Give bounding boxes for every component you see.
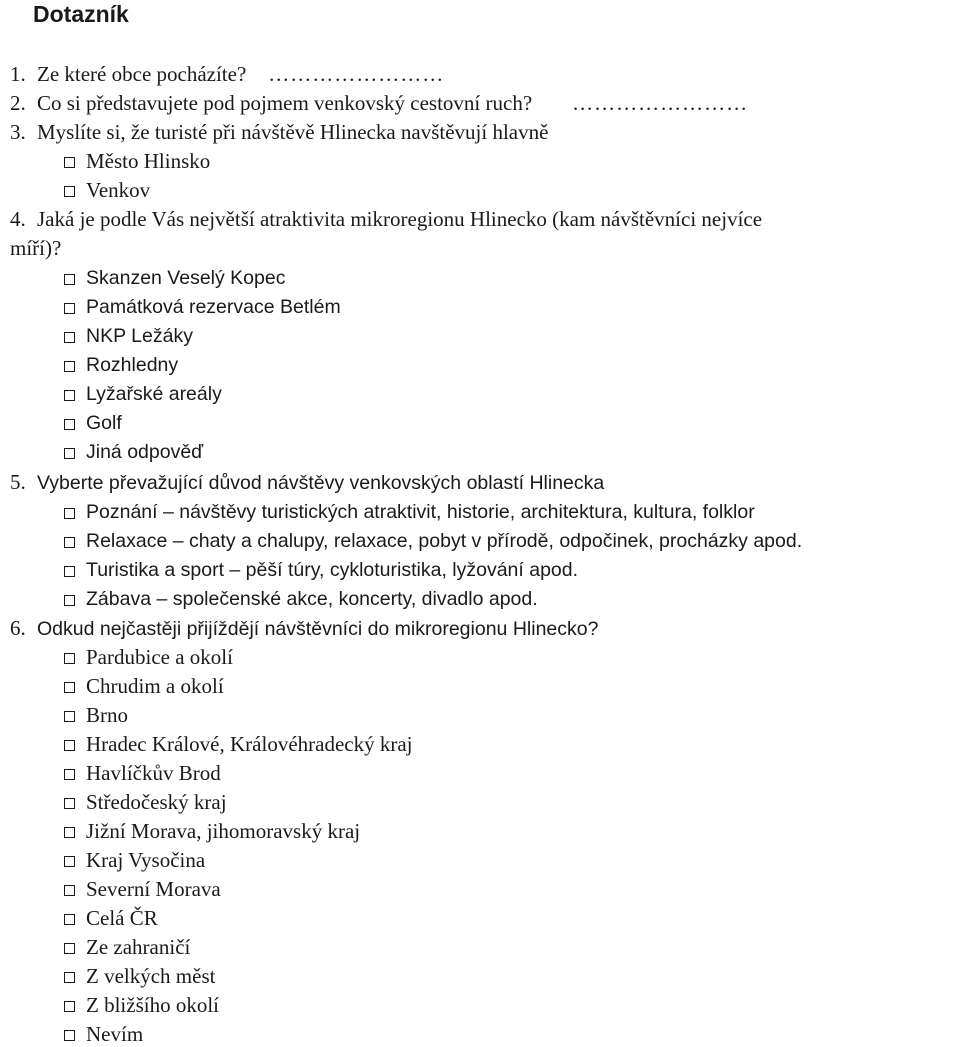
answer-blank[interactable]: …………………… bbox=[572, 91, 749, 115]
question-text: Co si představujete pod pojmem venkovský cestovní ruch? bbox=[37, 91, 533, 115]
option-label: Skanzen Veselý Kopec bbox=[86, 267, 286, 289]
option-jina-odpoved[interactable] bbox=[64, 439, 203, 465]
checkbox-icon[interactable] bbox=[64, 798, 75, 809]
option-ze-zahranici[interactable] bbox=[64, 934, 190, 960]
checkbox-icon[interactable] bbox=[64, 653, 75, 664]
question-text: Vyberte převažující důvod návštěvy venkovských oblastí Hlinecka bbox=[37, 472, 605, 494]
option-lezaky[interactable] bbox=[64, 323, 193, 349]
page-title: Dotazník bbox=[33, 1, 129, 27]
checkbox-icon[interactable] bbox=[64, 537, 75, 548]
checkbox-icon[interactable] bbox=[64, 448, 75, 459]
option-cela-cr[interactable] bbox=[64, 905, 158, 931]
option-z-velkych-mest[interactable] bbox=[64, 963, 215, 989]
option-label: Rozhledny bbox=[86, 354, 179, 376]
question-text: Myslíte si, že turisté při návštěvě Hlinecka navštěvují hlavně bbox=[37, 120, 549, 144]
option-stredocesky-kraj[interactable] bbox=[64, 789, 227, 815]
option-label: Město Hlinsko bbox=[86, 149, 211, 173]
option-label: Golf bbox=[86, 412, 122, 434]
option-brno[interactable] bbox=[64, 702, 128, 728]
option-turistika-sport[interactable] bbox=[64, 557, 578, 583]
option-kraj-vysocina[interactable] bbox=[64, 847, 205, 873]
question-number: 6. bbox=[10, 616, 26, 640]
option-label: Brno bbox=[86, 703, 128, 727]
option-golf[interactable] bbox=[64, 410, 122, 436]
question-number: 4. bbox=[10, 207, 26, 231]
option-label: Jiná odpověď bbox=[86, 441, 204, 463]
checkbox-icon[interactable] bbox=[64, 595, 75, 606]
checkbox-icon[interactable] bbox=[64, 303, 75, 314]
checkbox-icon[interactable] bbox=[64, 419, 75, 430]
option-lyzarske-arealy[interactable] bbox=[64, 381, 222, 407]
option-jizni-morava[interactable] bbox=[64, 818, 360, 844]
option-label: Památková rezervace Betlém bbox=[86, 296, 341, 318]
checkbox-icon[interactable] bbox=[64, 914, 75, 925]
option-rozhledny[interactable] bbox=[64, 352, 178, 378]
option-poznani[interactable] bbox=[64, 499, 755, 525]
option-havlickuv-brod[interactable] bbox=[64, 760, 221, 786]
option-label: Z velkých měst bbox=[86, 964, 216, 988]
checkbox-icon[interactable] bbox=[64, 740, 75, 751]
option-pardubice[interactable] bbox=[64, 644, 233, 670]
question-5 bbox=[10, 469, 604, 496]
checkbox-icon[interactable] bbox=[64, 769, 75, 780]
checkbox-icon[interactable] bbox=[64, 157, 75, 168]
question-4-continuation bbox=[10, 235, 61, 261]
option-severni-morava[interactable] bbox=[64, 876, 221, 902]
checkbox-icon[interactable] bbox=[64, 885, 75, 896]
question-text: Jaká je podle Vás největší atraktivita mikroregionu Hlinecko (kam návštěvníci nejvíce bbox=[37, 207, 763, 231]
question-text: míří)? bbox=[10, 236, 62, 260]
checkbox-icon[interactable] bbox=[64, 972, 75, 983]
option-skanzen[interactable] bbox=[64, 265, 285, 291]
option-label: Jižní Morava, jihomoravský kraj bbox=[86, 819, 361, 843]
question-number: 2. bbox=[10, 91, 26, 115]
question-3 bbox=[10, 119, 548, 145]
option-label: Pardubice a okolí bbox=[86, 645, 233, 669]
option-hradec-kralove[interactable] bbox=[64, 731, 413, 757]
checkbox-icon[interactable] bbox=[64, 827, 75, 838]
checkbox-icon[interactable] bbox=[64, 390, 75, 401]
question-6 bbox=[10, 615, 598, 642]
option-label: Ze zahraničí bbox=[86, 935, 191, 959]
checkbox-icon[interactable] bbox=[64, 856, 75, 867]
checkbox-icon[interactable] bbox=[64, 682, 75, 693]
checkbox-icon[interactable] bbox=[64, 361, 75, 372]
option-label: Havlíčkův Brod bbox=[86, 761, 221, 785]
option-label: Hradec Králové, Královéhradecký kraj bbox=[86, 732, 413, 756]
option-label: NKP Ležáky bbox=[86, 325, 193, 347]
checkbox-icon[interactable] bbox=[64, 566, 75, 577]
question-number: 5. bbox=[10, 470, 26, 494]
option-zabava[interactable] bbox=[64, 586, 538, 612]
question-4 bbox=[10, 206, 762, 232]
question-number: 1. bbox=[10, 62, 26, 86]
option-relaxace[interactable] bbox=[64, 528, 802, 554]
option-label: Celá ČR bbox=[86, 906, 158, 930]
question-2 bbox=[10, 90, 748, 116]
option-venkov[interactable] bbox=[64, 177, 150, 203]
option-label: Lyžařské areály bbox=[86, 383, 222, 405]
checkbox-icon[interactable] bbox=[64, 332, 75, 343]
question-1 bbox=[10, 61, 444, 87]
checkbox-icon[interactable] bbox=[64, 186, 75, 197]
question-text: Ze které obce pocházíte? bbox=[37, 62, 247, 86]
option-label: Venkov bbox=[86, 178, 151, 202]
checkbox-icon[interactable] bbox=[64, 1001, 75, 1012]
checkbox-icon[interactable] bbox=[64, 508, 75, 519]
option-label: Středočeský kraj bbox=[86, 790, 227, 814]
option-label: Poznání – návštěvy turistických atraktivit, historie, architektura, kultura, folklor bbox=[86, 501, 755, 523]
checkbox-icon[interactable] bbox=[64, 274, 75, 285]
checkbox-icon[interactable] bbox=[64, 1030, 75, 1041]
option-nevim[interactable] bbox=[64, 1021, 143, 1047]
option-label: Chrudim a okolí bbox=[86, 674, 224, 698]
option-label: Kraj Vysočina bbox=[86, 848, 206, 872]
option-chrudim[interactable] bbox=[64, 673, 224, 699]
option-label: Relaxace – chaty a chalupy, relaxace, pobyt v přírodě, odpočinek, procházky apod. bbox=[86, 530, 803, 552]
option-label: Nevím bbox=[86, 1022, 144, 1046]
checkbox-icon[interactable] bbox=[64, 943, 75, 954]
option-mesto-hlinsko[interactable] bbox=[64, 148, 210, 174]
option-betlem[interactable] bbox=[64, 294, 341, 320]
option-label: Severní Morava bbox=[86, 877, 221, 901]
answer-blank[interactable]: …………………… bbox=[268, 62, 445, 86]
checkbox-icon[interactable] bbox=[64, 711, 75, 722]
question-text: Odkud nejčastěji přijíždějí návštěvníci do mikroregionu Hlinecko? bbox=[37, 618, 599, 640]
option-z-blizsiho-okoli[interactable] bbox=[64, 992, 219, 1018]
question-number: 3. bbox=[10, 120, 26, 144]
option-label: Zábava – společenské akce, koncerty, divadlo apod. bbox=[86, 588, 538, 610]
option-label: Z bližšího okolí bbox=[86, 993, 219, 1017]
option-label: Turistika a sport – pěší túry, cykloturistika, lyžování apod. bbox=[86, 559, 579, 581]
